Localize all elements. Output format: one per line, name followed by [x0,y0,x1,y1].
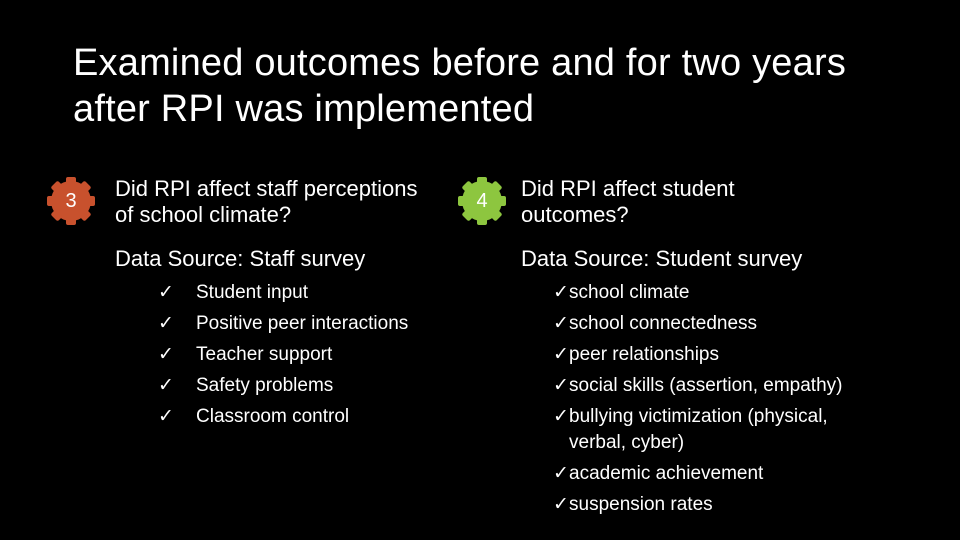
slide-title [73,40,933,132]
list-item-label: bullying victimization (physical, verbal, cyber) [569,406,828,453]
check-icon: ✓ [158,282,174,303]
student-data-source: Data Source: Student survey [521,246,803,271]
student-question [521,176,735,228]
check-icon: ✓ [158,313,174,334]
list-item [553,458,913,489]
list-item [553,489,913,520]
list-item-label: Student input [196,282,308,303]
check-icon: ✓ [553,344,569,365]
title-line-2: after RPI was implemented [73,88,535,130]
title-line-1: Examined outcomes before and for two years [73,42,847,84]
list-item-label: peer relationships [569,344,719,365]
check-icon: ✓ [553,313,569,334]
list-item [553,401,913,458]
list-item-label: academic achievement [569,463,764,484]
staff-question-line-2: of school climate? [115,202,292,227]
gear-badge-icon-4 [454,173,510,229]
list-item-label: Positive peer interactions [196,313,409,334]
list-item [158,308,408,339]
list-item [158,401,408,432]
check-icon: ✓ [553,494,569,515]
list-item-label: social skills (assertion, empathy) [569,375,843,396]
list-item [553,370,913,401]
check-icon: ✓ [553,282,569,303]
list-item-label: Teacher support [196,344,333,365]
list-item [553,277,913,308]
check-icon: ✓ [553,375,569,396]
student-question-line-1: Did RPI affect student [521,176,735,201]
check-icon: ✓ [553,463,569,484]
staff-question [115,176,417,228]
check-icon: ✓ [158,375,174,396]
badge-number-3: 3 [65,190,77,212]
list-item-label: school connectedness [569,313,758,334]
list-item-label: suspension rates [569,494,713,515]
list-item-label: Classroom control [196,406,350,427]
badge-number-4: 4 [476,190,488,212]
list-item [553,339,913,370]
list-item [158,277,408,308]
student-question-line-2: outcomes? [521,202,629,227]
list-item [158,339,408,370]
check-icon: ✓ [553,406,569,427]
list-item [158,370,408,401]
list-item [553,308,913,339]
gear-badge-icon-3 [43,173,99,229]
staff-question-line-1: Did RPI affect staff perceptions [115,176,418,201]
staff-outcomes-list [158,277,408,432]
student-outcomes-list [553,277,913,520]
staff-data-source: Data Source: Staff survey [115,246,366,271]
check-icon: ✓ [158,406,174,427]
list-item-label: Safety problems [196,375,334,396]
check-icon: ✓ [158,344,174,365]
list-item-label: school climate [569,282,690,303]
